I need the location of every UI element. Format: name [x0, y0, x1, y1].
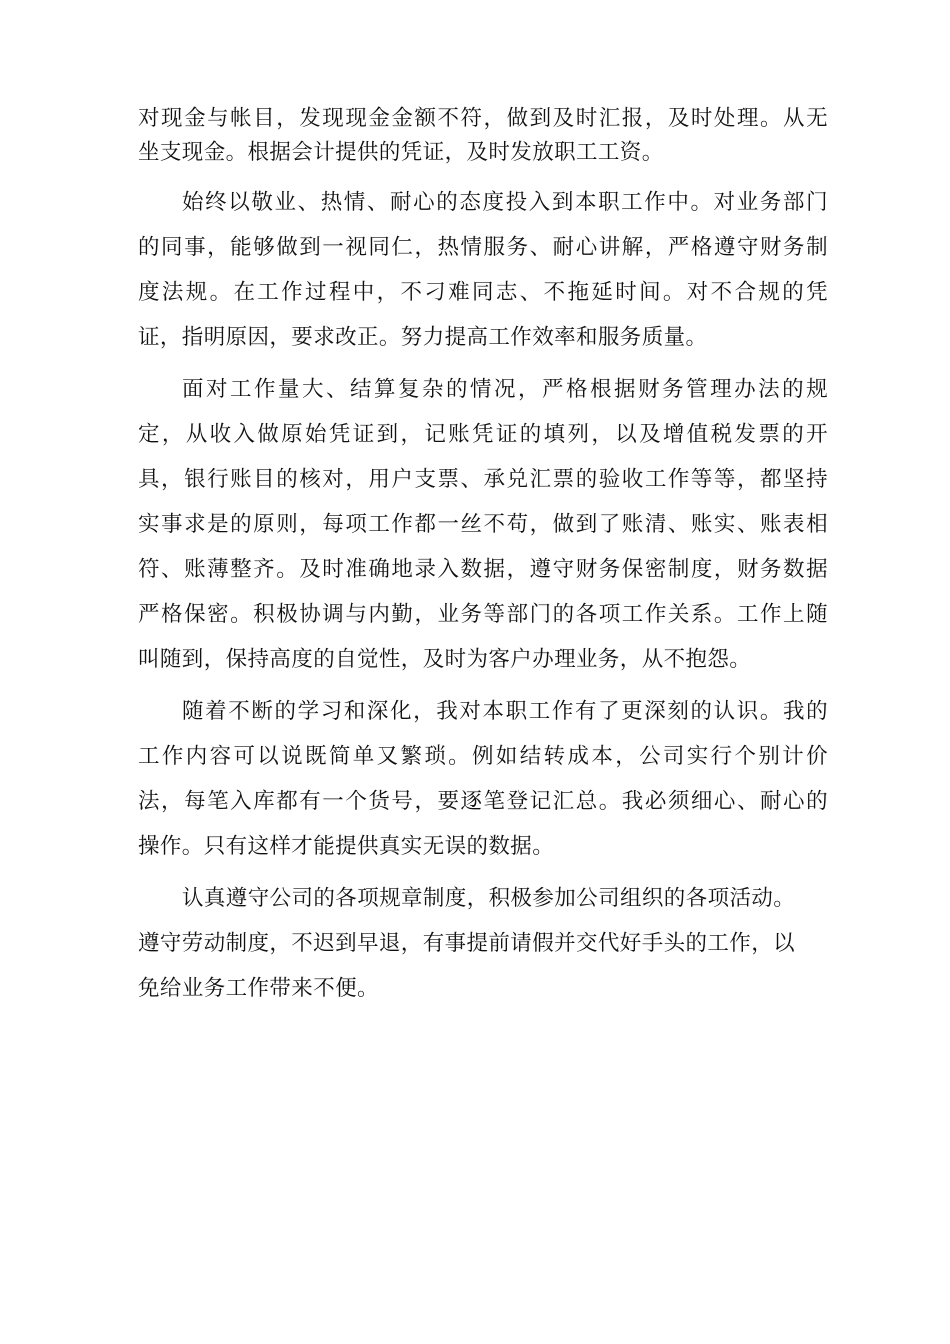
- text-line: 的同事，能够做到一视同仁，热情服务、耐心讲解，严格遵守财务制: [138, 235, 828, 260]
- text-line: 叫随到，保持高度的自觉性，及时为客户办理业务，从不抱怨。: [138, 647, 752, 672]
- text-line: 定，从收入做原始凭证到，记账凭证的填列，以及增值税发票的开: [138, 422, 828, 447]
- text-line: 法，每笔入库都有一个货号，要逐笔登记汇总。我必须细心、耐心的: [138, 789, 828, 814]
- text-line: 度法规。在工作过程中，不刁难同志、不拖延时间。对不合规的凭: [138, 280, 828, 305]
- paragraph-learning: [138, 689, 828, 869]
- paragraph-workload: [138, 367, 828, 682]
- text-line: 随着不断的学习和深化，我对本职工作有了更深刻的认识。我的: [182, 699, 828, 724]
- text-line: 证，指明原因，要求改正。努力提高工作效率和服务质量。: [138, 325, 708, 350]
- text-line: 操作。只有这样才能提供真实无误的数据。: [138, 834, 555, 859]
- text-line: 坐支现金。根据会计提供的凭证，及时发放职工工资。: [138, 140, 664, 165]
- paragraph-rules: [138, 876, 828, 1011]
- text-line: 严格保密。积极协调与内勤，业务等部门的各项工作关系。工作上随: [138, 602, 828, 627]
- document-body: [138, 102, 828, 1018]
- paragraph-continued: [138, 102, 828, 170]
- text-line: 对现金与帐目，发现现金金额不符，做到及时汇报，及时处理。从无: [138, 106, 828, 131]
- text-line: 实事求是的原则，每项工作都一丝不苟，做到了账清、账实、账表相: [138, 512, 828, 537]
- text-line: 免给业务工作带来不便。: [138, 976, 379, 1001]
- paragraph-attitude: [138, 180, 828, 360]
- text-line: 认真遵守公司的各项规章制度，积极参加公司组织的各项活动。: [182, 886, 796, 911]
- text-line: 符、账薄整齐。及时准确地录入数据，遵守财务保密制度，财务数据: [138, 557, 828, 582]
- text-line: 面对工作量大、结算复杂的情况，严格根据财务管理办法的规: [182, 377, 828, 402]
- text-line: 工作内容可以说既简单又繁琐。例如结转成本，公司实行个别计价: [138, 744, 828, 769]
- text-line: 始终以敬业、热情、耐心的态度投入到本职工作中。对业务部门: [182, 190, 828, 215]
- text-line: 具，银行账目的核对，用户支票、承兑汇票的验收工作等等，都坚持: [138, 467, 828, 492]
- text-line: 遵守劳动制度，不迟到早退，有事提前请假并交代好手头的工作，以: [138, 931, 796, 956]
